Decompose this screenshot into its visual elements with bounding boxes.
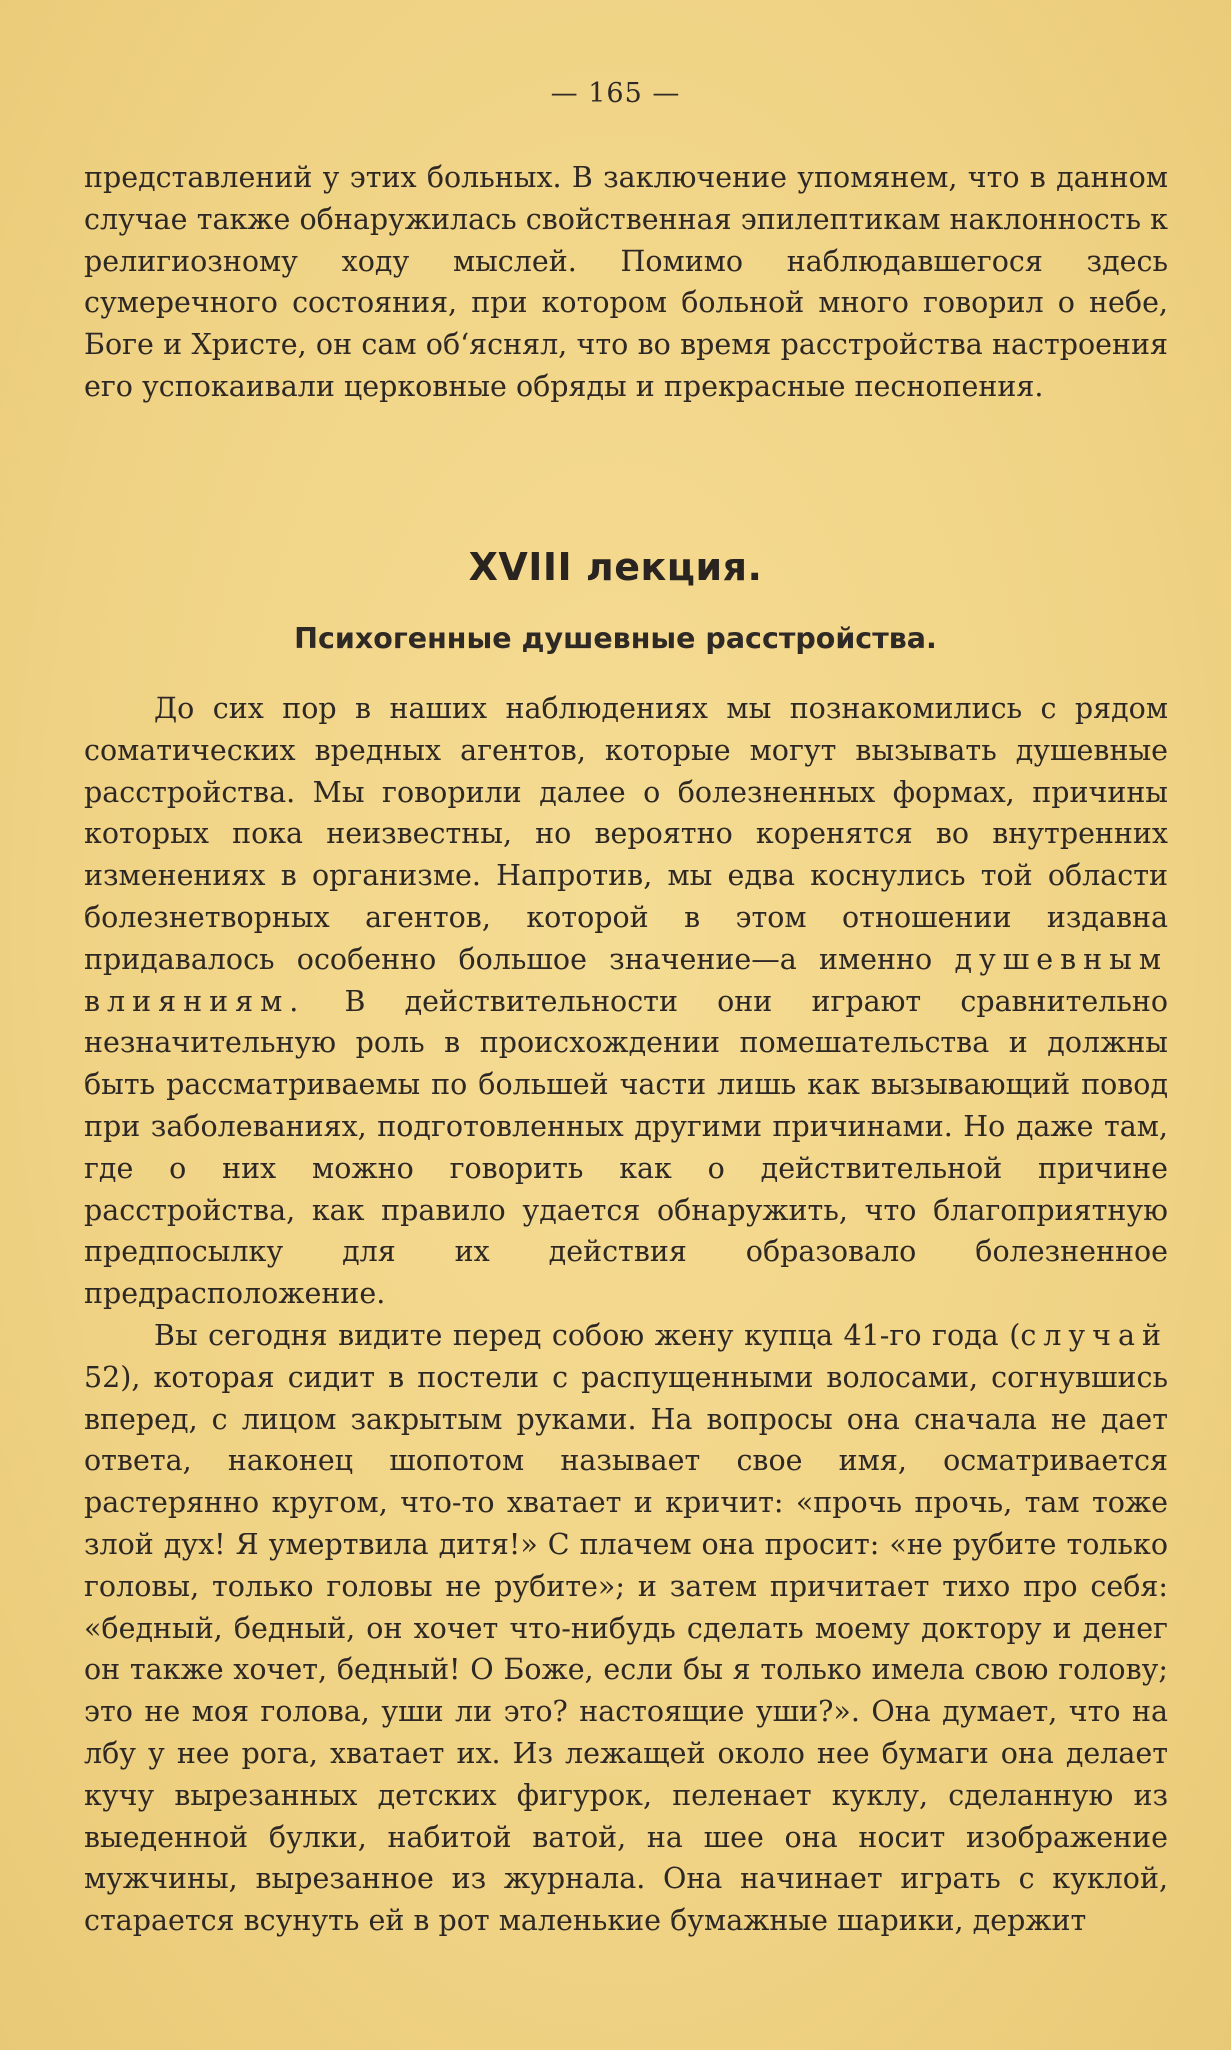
paragraph-1-part-b: В действительности они играют сравнительно незначительную роль в происхождении помешательства и должны быть рассматриваемы по большей части лишь как вызывающий повод при заболеваниях, подготовленных другими причинами. Но даже там, где о них можно говорить как о действительной причине расстройства, как правило удается обнаружить, что благоприятную предпосылку для их действия образовало болезненное предрасположение. <box>84 984 1169 1311</box>
paragraph-1-part-a: До сих пор в наших наблюдениях мы познакомились с рядом соматических вредных агентов, которые могут вызывать душевные расстройства. Мы говорили далее о болезненных формах, причины которых пока неизвестны, но вероятно коренятся во внутренних изменениях в организме. Напротив, мы едва коснулись той области болезнетворных агентов, которой в этом отношении издавна придавалось особенно большое значение—а именно <box>84 692 1168 976</box>
paragraph-2 <box>84 1315 1168 1942</box>
continuation-paragraph: представлений у этих больных. В заключение упомянем, что в данном случае также обнаружилась свойственная эпилептикам наклонность к религиозному ходу мыслей. Помимо наблюдавшегося здесь сумеречного состояния, при котором больной много говорил о небе, Боге и Христе, он сам об‘яснял, что во время расстройства настроения его успокаивали церковные обряды и прекрасные песнопения. <box>84 161 1168 403</box>
paragraph-1-emphasis: душевным влияниям. <box>84 942 1169 1018</box>
continuation-paragraph-block <box>84 157 1168 408</box>
lecture-heading: XVIII лекция. <box>468 545 763 589</box>
paragraph-2-emphasis: случай <box>1020 1318 1168 1352</box>
main-text-block <box>84 688 1168 1942</box>
paragraph-2-part-b: 52), которая сидит в постели с распущенными волосами, согнувшись вперед, с лицом закрытым руками. На вопросы она сначала не дает ответа, наконец шопотом называет свое имя, осматривается растерянно кругом, что-то хватает и кричит: «прочь прочь, там тоже злой дух! Я умертвила дитя!» С плачем она просит: «не рубите только головы, только головы не рубите»; и затем причитает тихо про себя: «бедный, бедный, он хочет что-нибудь сделать моему доктору и денег он также хочет, бедный! О Боже, если бы я только имела свою голову; это не моя голова, уши ли это? настоящие уши?». Она думает, что на лбу у нее рога, хватает их. Из лежащей около нее бумаги она делает кучу вырезанных детских фигурок, пеленает куклу, сделанную из выеденной булки, набитой ватой, на шее она носит изображение мужчины, вырезанное из журнала. Она начинает играть с куклой, старается всунуть ей в рот маленькие бумажные шарики, держит <box>84 1360 1168 1938</box>
paragraph-1 <box>84 688 1168 1315</box>
paragraph-2-part-a: Вы сегодня видите перед собою жену купца 41-го года ( <box>154 1318 1021 1352</box>
page-number: — 165 — <box>550 78 681 109</box>
section-subtitle: Психогенные душевные расстройства. <box>294 622 937 655</box>
